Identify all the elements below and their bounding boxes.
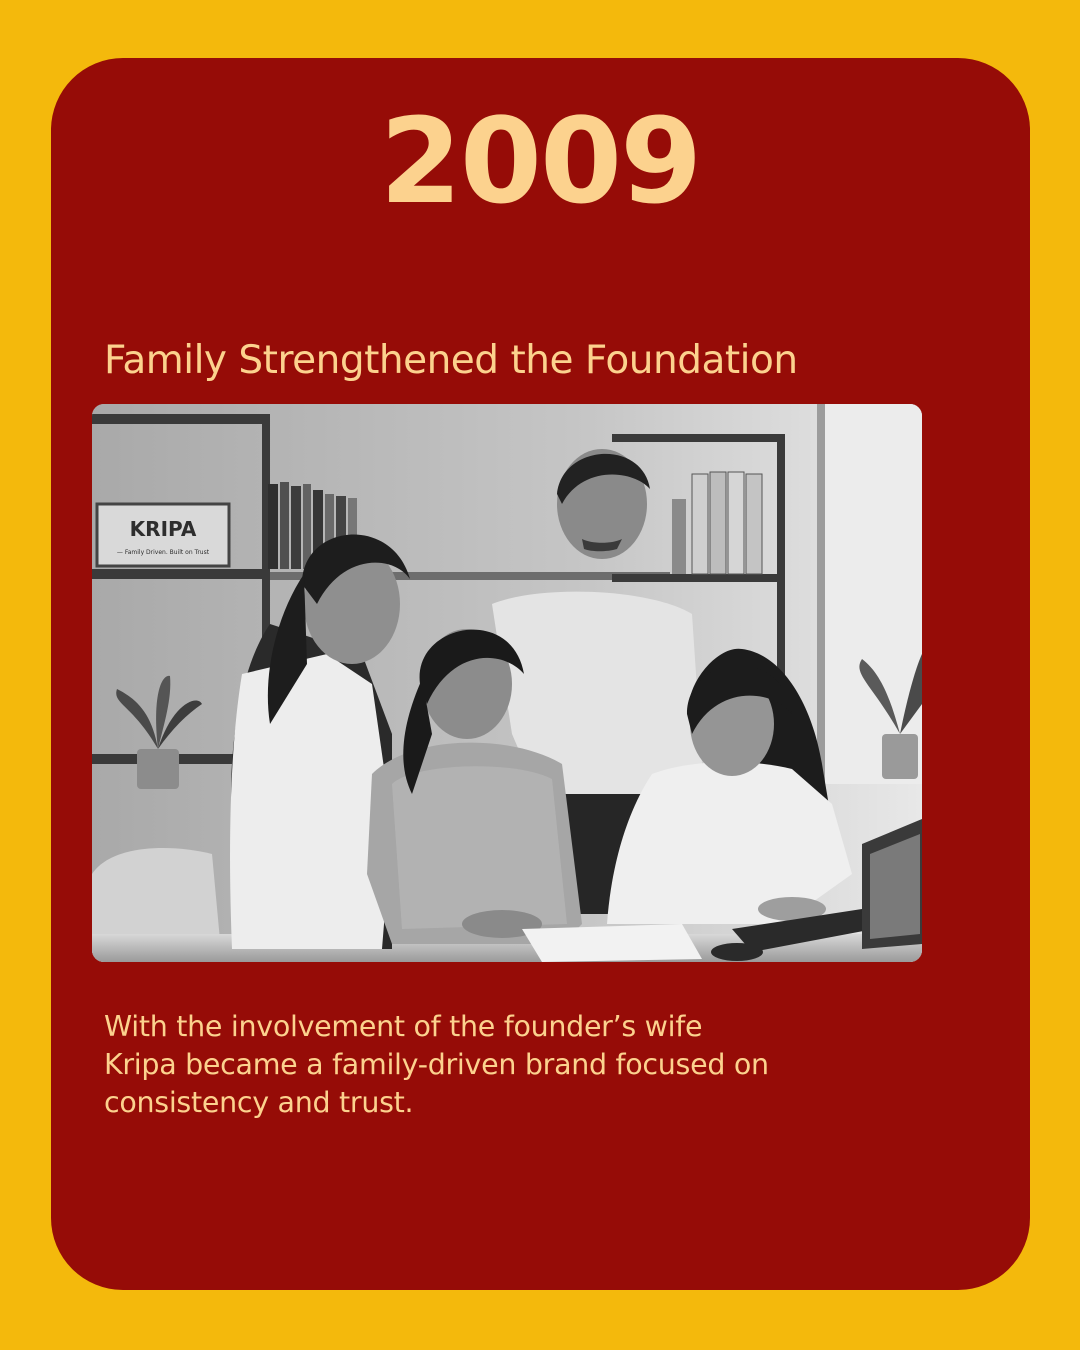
kripa-sign-brand: KRIPA [129, 517, 197, 541]
description-line-3: consistency and trust. [104, 1086, 414, 1119]
kripa-sign-tagline: — Family Driven. Built on Trust [116, 549, 210, 556]
mouse-icon [711, 943, 763, 961]
description-line-2: Kripa became a family-driven brand focused on [104, 1048, 769, 1081]
family-office-photo [92, 404, 922, 962]
section-heading: Family Strengthened the Foundation [104, 338, 798, 383]
year-title: 2009 [379, 92, 701, 230]
description [104, 1008, 944, 1122]
description-line-1: With the involvement of the founder’s wife [104, 1010, 703, 1043]
